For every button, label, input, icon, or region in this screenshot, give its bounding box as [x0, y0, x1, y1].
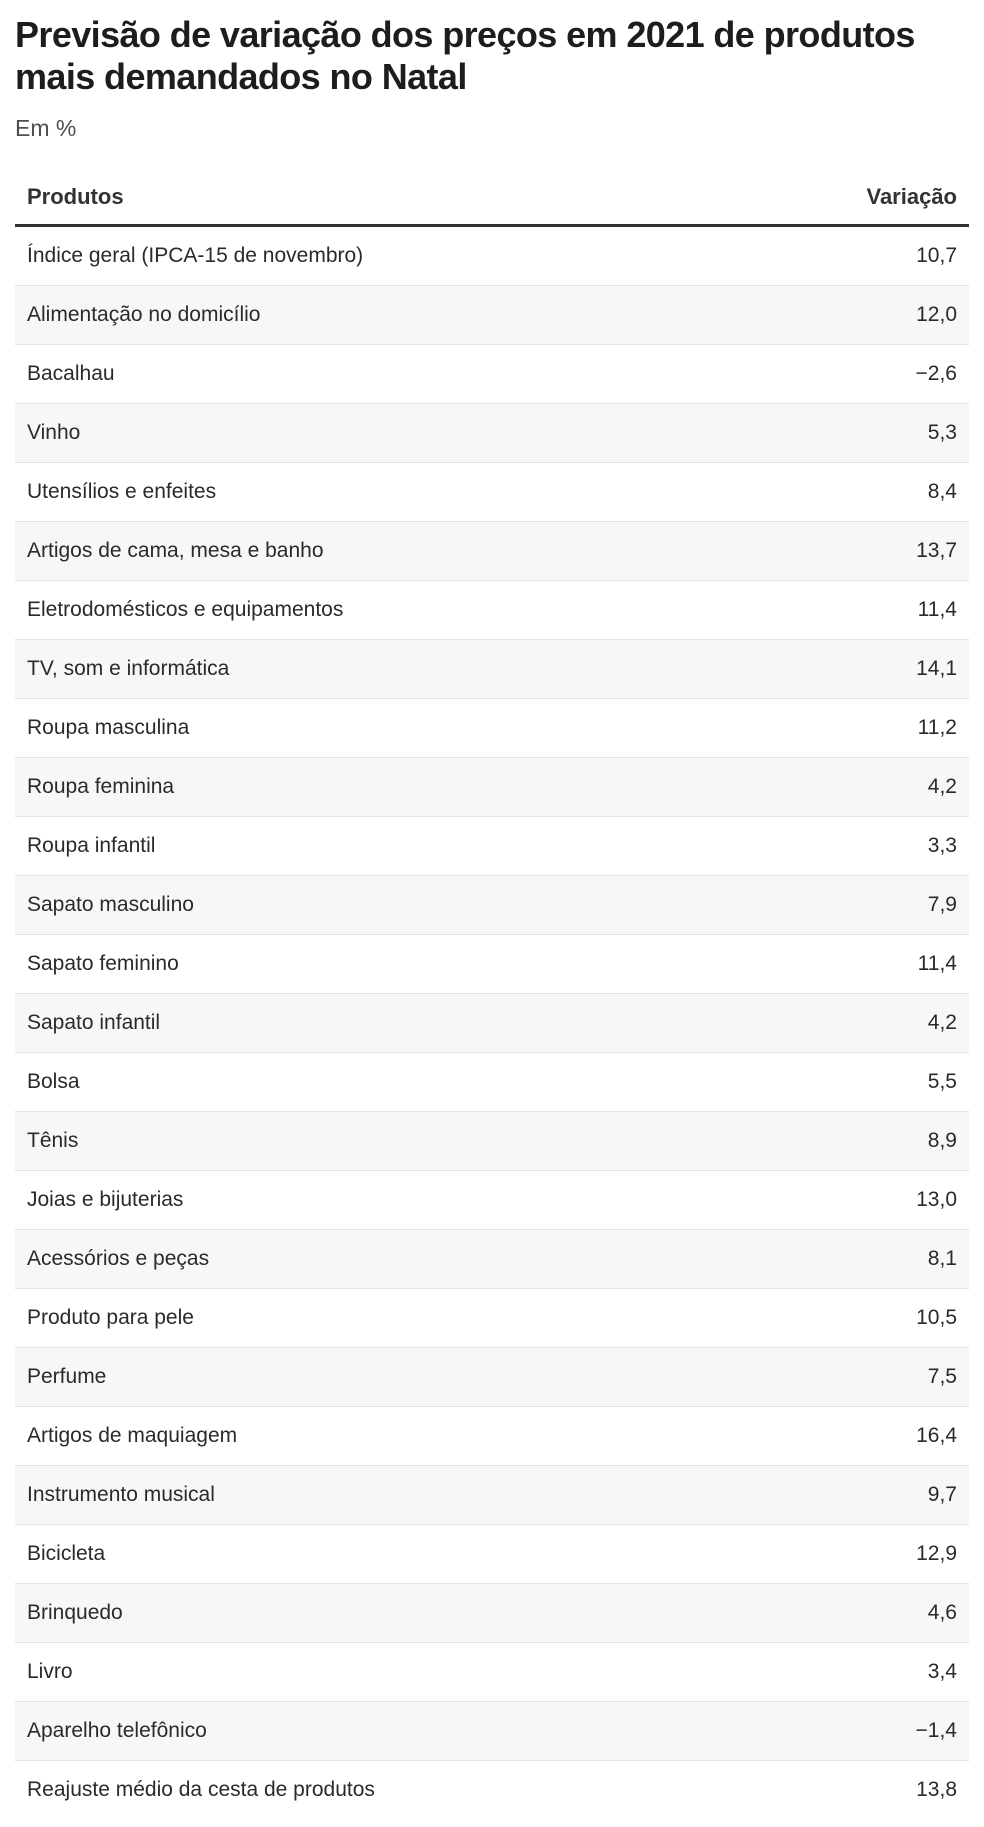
cell-variacao: 8,4 — [745, 463, 969, 522]
cell-produto: Roupa feminina — [15, 758, 745, 817]
table-row — [15, 935, 969, 994]
table-row — [15, 876, 969, 935]
table-row — [15, 699, 969, 758]
cell-produto: Instrumento musical — [15, 1466, 745, 1525]
table-row — [15, 345, 969, 404]
table-row — [15, 758, 969, 817]
cell-variacao: 4,2 — [745, 758, 969, 817]
cell-produto: Índice geral (IPCA-15 de novembro) — [15, 226, 745, 286]
cell-variacao: 14,1 — [745, 640, 969, 699]
table-row — [15, 1289, 969, 1348]
chart-title: Previsão de variação dos preços em 2021 de produtos mais demandados no Natal — [15, 14, 915, 97]
cell-variacao: 5,3 — [745, 404, 969, 463]
cell-produto: Artigos de cama, mesa e banho — [15, 522, 745, 581]
cell-produto: Sapato masculino — [15, 876, 745, 935]
cell-produto: Sapato infantil — [15, 994, 745, 1053]
table-row — [15, 1230, 969, 1289]
table-row — [15, 1643, 969, 1702]
table-row — [15, 286, 969, 345]
cell-variacao: 8,1 — [745, 1230, 969, 1289]
table-row — [15, 1348, 969, 1407]
table-row — [15, 522, 969, 581]
cell-produto: Produto para pele — [15, 1289, 745, 1348]
table-row — [15, 1407, 969, 1466]
cell-produto: Artigos de maquiagem — [15, 1407, 745, 1466]
cell-variacao: −1,4 — [745, 1702, 969, 1761]
cell-variacao: 11,4 — [745, 581, 969, 640]
cell-variacao: 4,2 — [745, 994, 969, 1053]
table-row — [15, 1702, 969, 1761]
cell-variacao: 3,4 — [745, 1643, 969, 1702]
cell-variacao: 7,9 — [745, 876, 969, 935]
cell-produto: Utensílios e enfeites — [15, 463, 745, 522]
table-row — [15, 463, 969, 522]
cell-variacao: 13,8 — [916, 1778, 957, 1801]
cell-produto: Alimentação no domicílio — [15, 286, 745, 345]
cell-produto: Tênis — [15, 1112, 745, 1171]
cell-produto: Bacalhau — [15, 345, 745, 404]
cell-produto: Bicicleta — [15, 1525, 745, 1584]
cell-variacao: 4,6 — [745, 1584, 969, 1643]
cell-produto: Reajuste médio da cesta de produtos — [27, 1778, 375, 1801]
cell-variacao: 13,7 — [745, 522, 969, 581]
cell-variacao: 5,5 — [745, 1053, 969, 1112]
cell-produto: Eletrodomésticos e equipamentos — [15, 581, 745, 640]
cell-variacao: 12,0 — [745, 286, 969, 345]
cell-variacao: 8,9 — [745, 1112, 969, 1171]
cell-produto: TV, som e informática — [15, 640, 745, 699]
cell-produto: Sapato feminino — [15, 935, 745, 994]
table-row — [15, 1525, 969, 1584]
table-row — [15, 581, 969, 640]
cell-variacao: 7,5 — [745, 1348, 969, 1407]
table-header — [15, 170, 969, 226]
table-row — [15, 1112, 969, 1171]
data-table — [15, 170, 969, 1819]
cell-variacao: 10,5 — [745, 1289, 969, 1348]
cell-produto: Roupa masculina — [15, 699, 745, 758]
cell-variacao: 3,3 — [745, 817, 969, 876]
table-row — [15, 1171, 969, 1230]
cell-variacao: 13,0 — [745, 1171, 969, 1230]
chart-subtitle: Em % — [15, 115, 77, 141]
cell-variacao: 16,4 — [745, 1407, 969, 1466]
table-row — [15, 1584, 969, 1643]
table-row — [15, 404, 969, 463]
cell-produto: Perfume — [15, 1348, 745, 1407]
table-row — [15, 1053, 969, 1112]
cell-produto: Roupa infantil — [15, 817, 745, 876]
table-body — [15, 226, 969, 1820]
table-row — [15, 994, 969, 1053]
table-row — [15, 1761, 969, 1820]
cell-variacao: 12,9 — [745, 1525, 969, 1584]
column-header-variacao: Variação — [745, 170, 969, 226]
cell-produto: Livro — [15, 1643, 745, 1702]
table-row — [15, 1466, 969, 1525]
header-row — [15, 170, 969, 226]
table-row — [15, 226, 969, 286]
cell-variacao: 11,4 — [745, 935, 969, 994]
cell-produto: Brinquedo — [15, 1584, 745, 1643]
cell-produto: Bolsa — [15, 1053, 745, 1112]
cell-variacao: 11,2 — [745, 699, 969, 758]
cell-produto: Joias e bijuterias — [15, 1171, 745, 1230]
cell-produto: Aparelho telefônico — [15, 1702, 745, 1761]
cell-variacao: 10,7 — [745, 226, 969, 286]
cell-variacao: 9,7 — [745, 1466, 969, 1525]
table-row — [15, 817, 969, 876]
column-header-produtos: Produtos — [15, 170, 745, 226]
table-row — [15, 640, 969, 699]
cell-produto: Acessórios e peças — [15, 1230, 745, 1289]
cell-produto: Vinho — [15, 404, 745, 463]
cell-variacao: −2,6 — [745, 345, 969, 404]
